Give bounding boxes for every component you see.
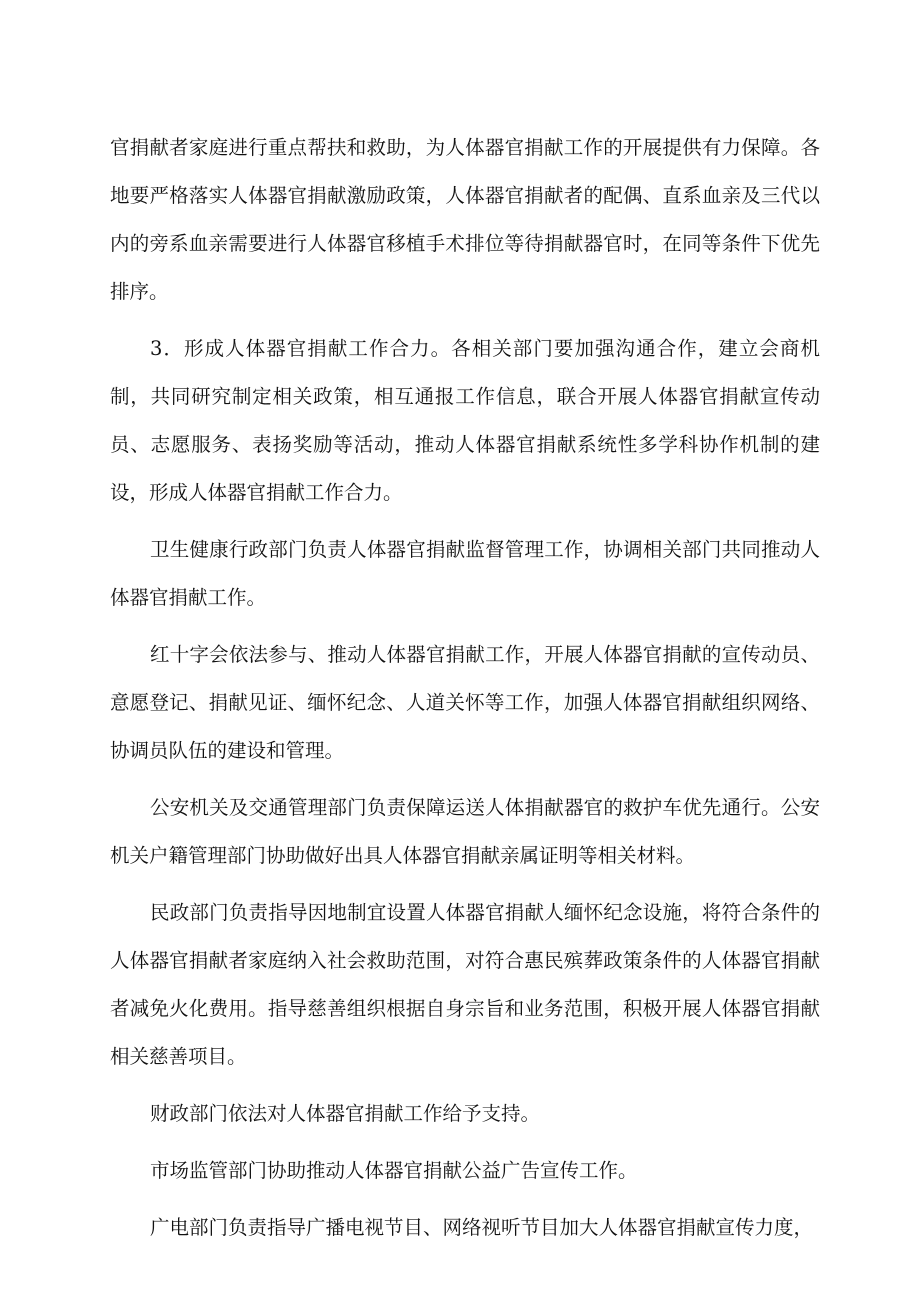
paragraph-red-cross: 红十字会依法参与、推动人体器官捐献工作，开展人体器官捐献的宣传动员、意愿登记、捐献见证、缅怀纪念、人道关怀等工作，加强人体器官捐献组织网络、协调员队伍的建设和管理。	[110, 643, 820, 762]
paragraph-public-security: 公安机关及交通管理部门负责保障运送人体捐献器官的救护车优先通行。公安机关户籍管理部门协助做好出具人体器官捐献亲属证明等相关材料。	[110, 796, 820, 867]
paragraph-item-3: 3．形成人体器官捐献工作合力。各相关部门要加强沟通合作，建立会商机制，共同研究制定相关政策，相互通报工作信息，联合开展人体器官捐献宣传动员、志愿服务、表扬奖励等活动，推动人体器官捐献系统性多学科协作机制的建设，形成人体器官捐献工作合力。	[110, 337, 820, 504]
paragraph-health-dept: 卫生健康行政部门负责人体器官捐献监督管理工作，协调相关部门共同推动人体器官捐献工作。	[110, 538, 820, 609]
paragraph-civil-affairs: 民政部门负责指导因地制宜设置人体器官捐献人缅怀纪念设施，将符合条件的人体器官捐献者家庭纳入社会救助范围，对符合惠民殡葬政策条件的人体器官捐献者减免火化费用。指导慈善组织根据自身宗旨和业务范围，积极开展人体器官捐献相关慈善项目。	[110, 901, 820, 1068]
paragraph-continuation: 官捐献者家庭进行重点帮扶和救助，为人体器官捐献工作的开展提供有力保障。各地要严格落实人体器官捐献激励政策，人体器官捐献者的配偶、直系血亲及三代以内的旁系血亲需要进行人体器官移植手术排位等待捐献器官时，在同等条件下优先排序。	[110, 136, 820, 303]
paragraph-finance: 财政部门依法对人体器官捐献工作给予支持。	[150, 1102, 541, 1125]
paragraph-market-regulation: 市场监管部门协助推动人体器官捐献公益广告宣传工作。	[150, 1159, 638, 1182]
document-body	[110, 124, 820, 1252]
paragraph-radio-tv: 广电部门负责指导广播电视节目、网络视听节目加大人体器官捐献宣传力度，	[150, 1216, 814, 1239]
